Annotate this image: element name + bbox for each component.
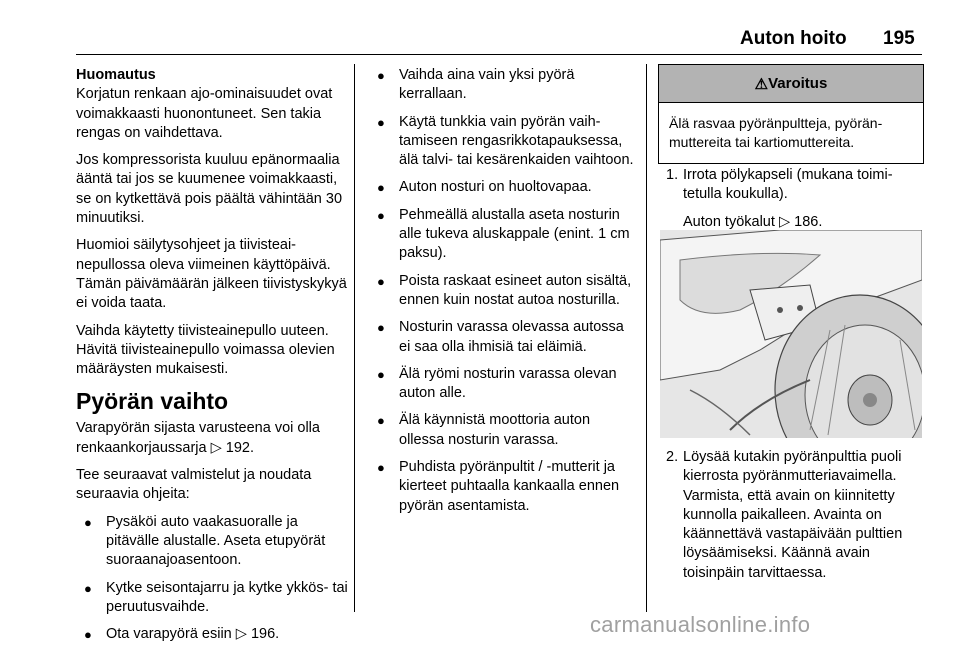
list-item-text: Ota varapyörä esiin: [106, 626, 232, 643]
step-list: [666, 448, 928, 583]
bullet-list: [84, 513, 352, 645]
step-number: 2.: [666, 449, 679, 465]
middle-column: [377, 66, 635, 524]
step-text: Löysää kutakin pyöränpulttia puoli kierrosta pyöränmutteriavaimella. Varmista, että avain on kiinnitetty kunnolla paikalleen. Avainta on käännettävä vastapäivään pulttien löysäämiseksi. Käännä avain toisinpäin tarvittaessa.: [683, 449, 903, 581]
step-number: 1.: [666, 167, 679, 183]
left-column: [76, 66, 352, 652]
paragraph: Huomioi säilytysohjeet ja tiivisteainepullossa oleva viimeinen käyttöpäivä. Tämän päivämäärän jälkeen tiivistyskykyä ei voida taata.: [76, 237, 347, 312]
step-text: Irrota pölykapseli (mukana toimitetulla koukulla).: [683, 167, 893, 203]
header-rule: [76, 54, 922, 55]
step-item: [666, 166, 924, 232]
paragraph: Vaihda käytetty tiivisteainepullo uuteen. Hävitä tiivisteainepullo voimassa olevien määräysten mukaisesti.: [76, 322, 335, 378]
bullet-list: [377, 66, 635, 516]
crossref-arrow-icon[interactable]: ▷: [235, 626, 247, 643]
wheel-illustration: [660, 230, 922, 438]
watermark: carmanualsonline.info: [590, 612, 811, 637]
list-item: ● Pysäköi auto vaakasuoralle ja pitävälle alustalle. Aseta etupyörät suoraanajoasentoon.: [84, 513, 352, 571]
paragraph: [76, 419, 352, 458]
list-item: ● Älä käynnistä moottoria auton ollessa nosturin varassa.: [377, 411, 635, 450]
section-heading: Pyörän vaihto: [76, 388, 229, 415]
running-header: Auton hoito: [740, 28, 847, 49]
right-steps-bottom: [666, 448, 928, 583]
list-item: ● Poista raskaat esineet auton sisältä, ennen kuin nostat autoa nosturilla.: [377, 272, 635, 311]
list-item: ● Älä ryömi nosturin varassa olevan auton alle.: [377, 365, 635, 404]
column-divider-1: [354, 64, 355, 612]
list-item: ● Nosturin varassa olevassa autossa ei saa olla ihmisiä tai eläimiä.: [377, 318, 635, 357]
crossref-arrow-icon[interactable]: ▷: [210, 439, 222, 456]
warning-icon: ⚠: [754, 75, 769, 93]
warning-header: [659, 65, 923, 103]
list-item: ● Käytä tunkkia vain pyörän vaihtamiseen rengasrikkotapauksessa, älä talvi- tai kesärenkaiden vaihtoon.: [377, 113, 635, 171]
note-paragraph: Korjatun renkaan ajo-ominaisuudet ovat voimakkaasti huonontuneet. Sen takia rengas on vaihdettava.: [76, 86, 333, 141]
list-item: ● Pehmeällä alustalla aseta nosturin alle tukeva aluskappale (enint. 1 cm paksu).: [377, 206, 635, 264]
step-item: [666, 448, 928, 583]
intro-text: Varapyörän sijasta varusteena voi olla renkaankorjaussarja: [76, 420, 320, 456]
step-list: [666, 166, 924, 232]
paragraph: Jos kompressorista kuuluu epänormaalia ääntä tai jos se kuumenee voimakkaasti, se on kytkettävä pois päältä vähintään 30 minuutiksi.: [76, 152, 343, 227]
wheel-drawing: [660, 230, 922, 438]
step-subtext: [683, 213, 924, 232]
crossref-page[interactable]: 186.: [794, 213, 823, 230]
crossref-arrow-icon[interactable]: ▷: [778, 213, 791, 230]
column-divider-2: [646, 64, 647, 612]
list-item: ● Auton nosturi on huoltovapaa.: [377, 178, 635, 197]
list-item: ● Puhdista pyöränpultit / -mutterit ja kierteet puhtaalla kankaalla ennen pyörän asentamista.: [377, 458, 635, 516]
list-item: ● Kytke seisontajarru ja kytke ykkös- tai peruutusvaihde.: [84, 579, 352, 618]
warning-box: [658, 64, 924, 164]
crossref-page[interactable]: 196.: [250, 626, 280, 643]
warning-title: Varoitus: [768, 75, 828, 92]
note-title: Huomautus: [76, 67, 156, 83]
page-number: 195: [883, 28, 915, 49]
paragraph: Tee seuraavat valmistelut ja noudata seuraavia ohjeita:: [76, 467, 312, 503]
warning-text: Älä rasvaa pyöränpultteja, pyöränmuttereita tai kartiomuttereita.: [669, 115, 883, 150]
crossref-page[interactable]: 192.: [225, 439, 255, 456]
tools-ref-text: Auton työkalut: [683, 213, 775, 230]
right-steps-top: [666, 166, 924, 232]
list-item: ● Vaihda aina vain yksi pyörä kerrallaan.: [377, 66, 635, 105]
